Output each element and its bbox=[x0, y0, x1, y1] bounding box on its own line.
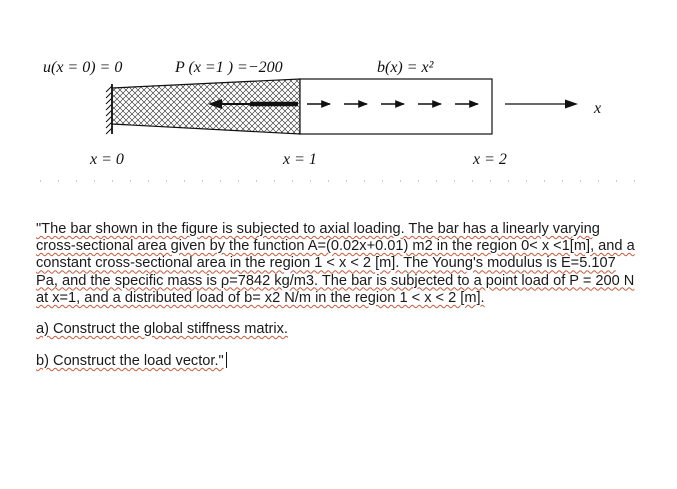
x-axis-arrow bbox=[505, 100, 578, 109]
bar-diagram bbox=[0, 0, 677, 190]
problem-paragraph: "The bar shown in the figure is subjected to axial loading. The bar has a linearly varying cross-sectional area given by the function A=(0.02x+0.01) m2 in the region 0< x <1[m], and a constant cross-sectional area in the region 1 < x < 2 [m]. The Young's modulus is E=5.107 Pa, and the specific mass is ρ=7842 kg/m3. The bar is subjected to a point load of P = 200 N at x=1, and a distributed load of b= x2 N/m in the region 1 < x < 2 [m]. bbox=[36, 221, 635, 306]
position-label-x2: x = 2 bbox=[473, 151, 507, 168]
tapered-section bbox=[112, 79, 300, 134]
x-axis-label: x bbox=[594, 100, 602, 117]
boundary-condition-label: u(x = 0) = 0 bbox=[43, 59, 123, 76]
part-a bbox=[36, 321, 636, 338]
text-cursor bbox=[226, 352, 227, 368]
position-label-x0: x = 0 bbox=[90, 151, 124, 168]
constant-section bbox=[300, 79, 492, 134]
position-label-x1: x = 1 bbox=[283, 151, 317, 168]
part-b-text: b) Construct the load vector." bbox=[36, 353, 224, 370]
part-b bbox=[36, 352, 636, 370]
distributed-load-label: b(x) = x² bbox=[377, 59, 434, 76]
problem-statement bbox=[36, 221, 636, 370]
fixed-support bbox=[106, 84, 112, 134]
part-a-text: a) Construct the global stiffness matrix. bbox=[36, 321, 288, 338]
point-load-label: P (x =1 ) =−200 bbox=[175, 59, 283, 76]
